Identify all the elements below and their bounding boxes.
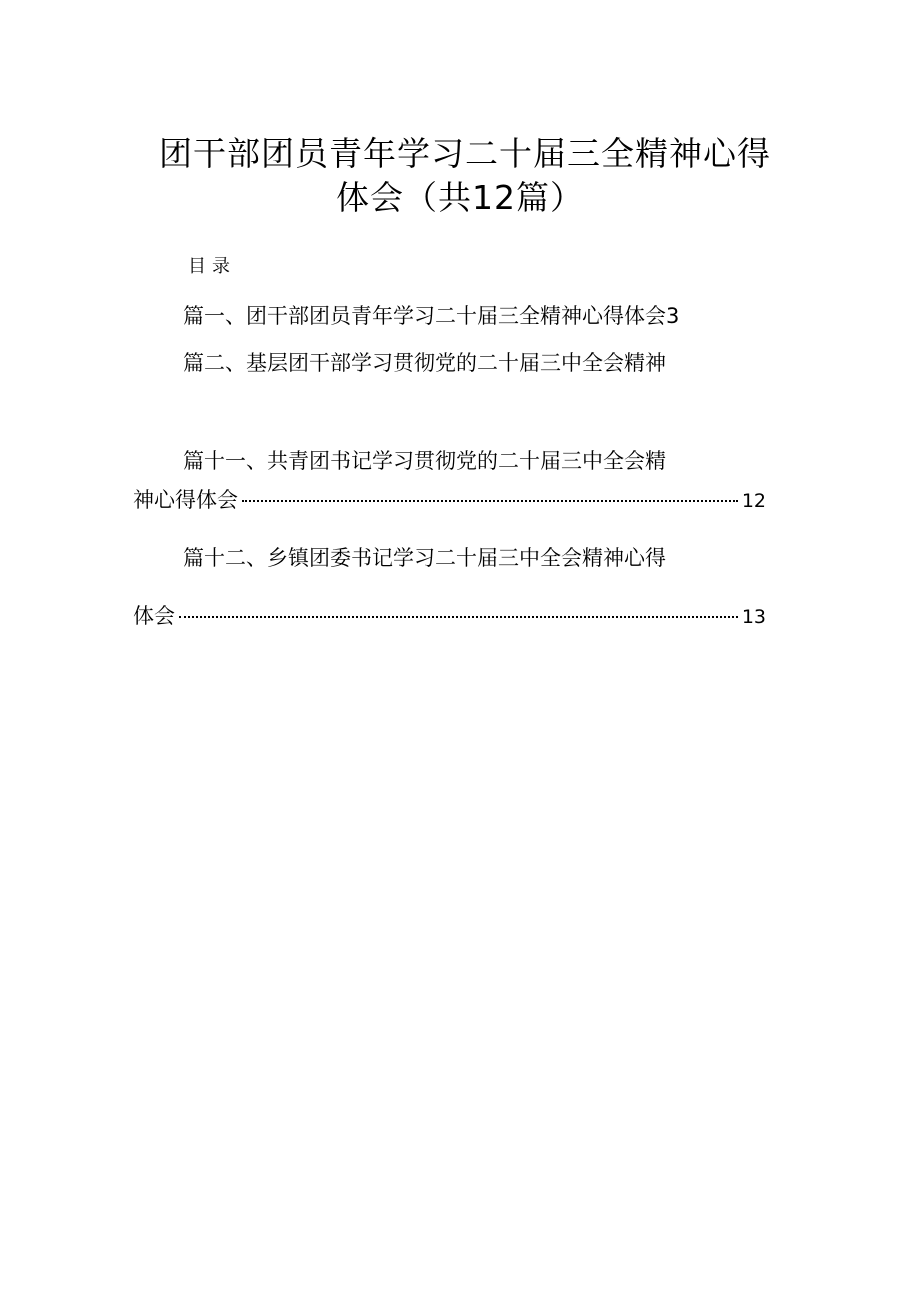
dot-leader <box>179 616 738 618</box>
toc-entry-11-text: 神心得体会 <box>133 488 238 512</box>
toc-entry-12-text: 体会 <box>133 604 175 628</box>
toc-entry-1[interactable]: 篇一、团干部团员青年学习二十届三全精神心得体会3 <box>183 304 680 328</box>
toc-heading: 目录 <box>188 256 236 277</box>
document-title-line-1: 团干部团员青年学习二十届三全精神心得 <box>159 134 771 173</box>
toc-entry-11-page-number: 12 <box>741 490 766 512</box>
toc-entry-12-line-2[interactable] <box>133 601 766 632</box>
document-title-line-2: 体会（共12篇） <box>336 178 584 217</box>
dot-leader <box>242 500 738 502</box>
toc-entry-2[interactable]: 篇二、基层团干部学习贯彻党的二十届三中全会精神 <box>183 351 666 375</box>
toc-entry-12-page-number: 13 <box>741 606 766 628</box>
toc-entry-11-line-1[interactable]: 篇十一、共青团书记学习贯彻党的二十届三中全会精 <box>183 449 666 473</box>
toc-entry-12-line-1[interactable]: 篇十二、乡镇团委书记学习二十届三中全会精神心得 <box>183 546 666 570</box>
toc-entry-11-line-2[interactable] <box>133 485 766 516</box>
